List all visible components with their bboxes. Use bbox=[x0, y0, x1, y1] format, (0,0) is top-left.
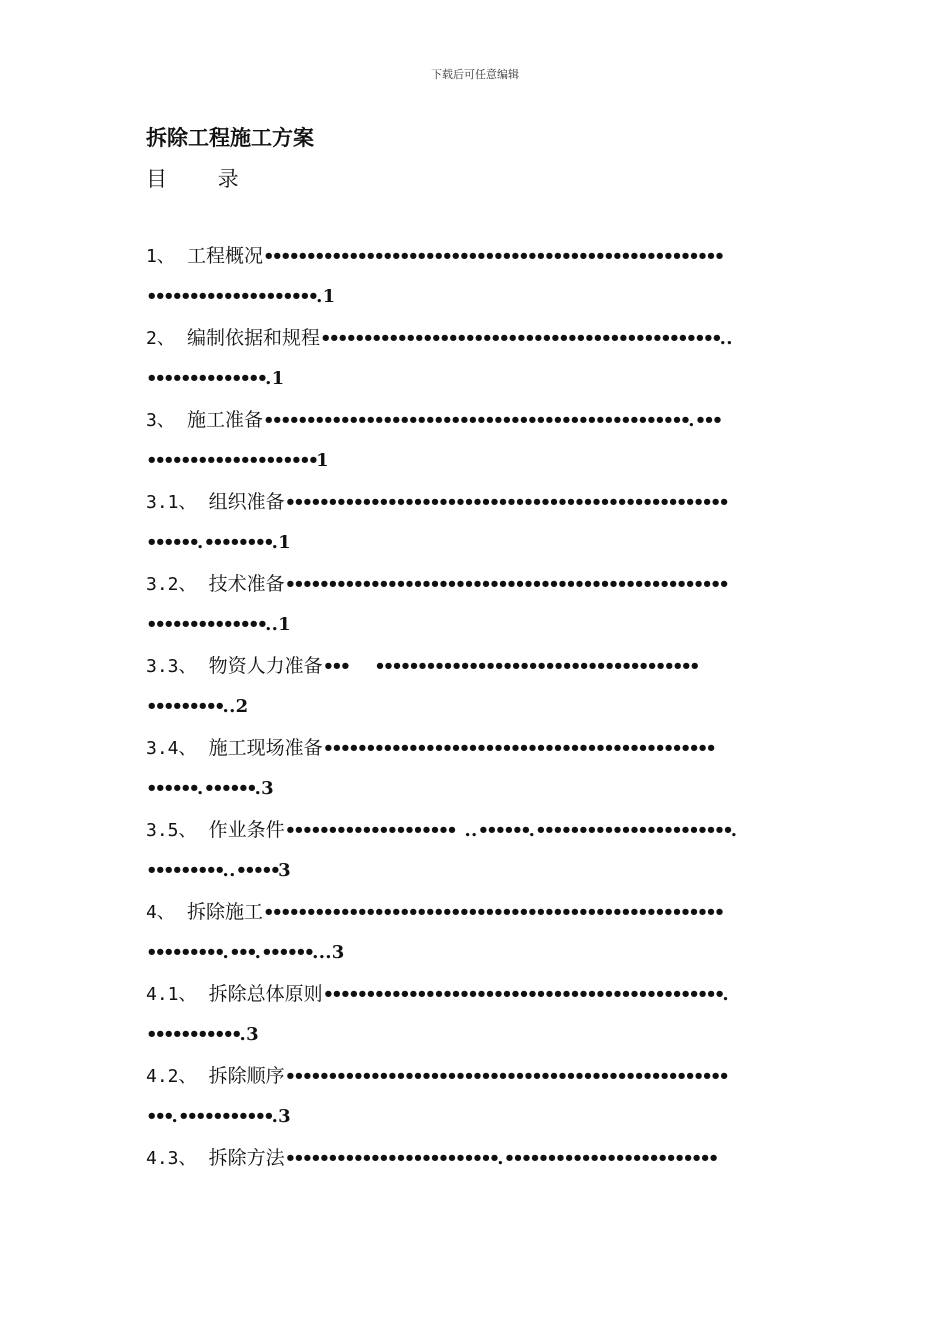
toc-entry[interactable] bbox=[146, 736, 816, 818]
toc-entry-page-line: ••••••. ••••••••. 1 bbox=[146, 532, 288, 553]
toc-entry-page-line: •••••••••. . 2 bbox=[146, 696, 246, 717]
toc-entry[interactable] bbox=[146, 408, 816, 490]
toc-entry-number: 3、 bbox=[146, 410, 175, 431]
toc-entry-label: 组织准备 bbox=[208, 491, 285, 513]
toc-leader-dots: •••••••••••••••••••••••••••••••••••••••••••••••••••• bbox=[284, 492, 727, 513]
toc-entry-line bbox=[146, 572, 812, 597]
toc-entry-number: 4.3、 bbox=[146, 1148, 197, 1169]
toc-entry-line bbox=[146, 408, 812, 433]
toc-leader-dots: •••••••••••••••••••••••••••••••••••••••••••••••. bbox=[322, 984, 726, 1005]
toc-leader-dots: •••••••••••••••••••••••••••••••••••••••••••••••. . bbox=[319, 328, 730, 349]
toc-entry-label: 拆除方法 bbox=[208, 1147, 285, 1169]
toc-leader-dots: •••••••••••••••••••••••••••••••••••••••••••••••••••• bbox=[284, 1066, 727, 1087]
toc-entry-page-line: ••••••••••••••. . 1 bbox=[146, 614, 288, 635]
toc-entry-page-line: •••••••••••. 3 bbox=[146, 1024, 256, 1045]
table-of-contents bbox=[146, 244, 816, 1228]
toc-entry-number: 3.3、 bbox=[146, 656, 197, 677]
toc-entry-number: 3.1、 bbox=[146, 492, 197, 513]
toc-entry-number: 4.1、 bbox=[146, 984, 197, 1005]
page-header: 下载后可任意编辑 bbox=[431, 68, 519, 81]
toc-entry-line bbox=[146, 244, 812, 269]
toc-leader-dots: •••••••••••••••••••••••••••••••••••••••••••••••••••••• bbox=[262, 246, 723, 267]
toc-entry-number: 3.5、 bbox=[146, 820, 197, 841]
toc-entry-page-line: ••••••••••••••. 1 bbox=[146, 368, 282, 389]
toc-entry-label: 作业条件 bbox=[208, 819, 285, 841]
toc-entry-line bbox=[146, 982, 812, 1007]
toc-leader-dots: ••• •••••••••••••••••••••••••••••••••••••• bbox=[322, 656, 698, 677]
toc-entry-page-line: ••••••••••••••••••••. 1 bbox=[146, 286, 333, 307]
toc-entry-label: 施工准备 bbox=[186, 409, 263, 431]
toc-entry-label: 拆除施工 bbox=[186, 901, 263, 923]
toc-entry[interactable] bbox=[146, 982, 816, 1064]
toc-entry-line bbox=[146, 654, 812, 679]
toc-entry[interactable] bbox=[146, 326, 816, 408]
toc-entry-label: 编制依据和规程 bbox=[186, 327, 320, 349]
toc-entry-number: 4.2、 bbox=[146, 1066, 197, 1087]
toc-entry-line bbox=[146, 900, 812, 925]
toc-entry-line bbox=[146, 1146, 812, 1171]
toc-entry-label: 工程概况 bbox=[186, 245, 263, 267]
toc-entry-line bbox=[146, 736, 812, 761]
toc-entry-page-line: •••••••••. . •••••3 bbox=[146, 860, 288, 881]
toc-entry[interactable] bbox=[146, 244, 816, 326]
toc-entry[interactable] bbox=[146, 1064, 816, 1146]
toc-entry-number: 4、 bbox=[146, 902, 175, 923]
toc-entry[interactable] bbox=[146, 490, 816, 572]
toc-entry-label: 拆除总体原则 bbox=[208, 983, 323, 1005]
toc-leader-dots: •••••••••••••••••••••••••••••••••••••••••••••••••••••• bbox=[262, 902, 723, 923]
toc-entry-line bbox=[146, 818, 812, 843]
toc-entry[interactable] bbox=[146, 654, 816, 736]
toc-entry-label: 拆除顺序 bbox=[208, 1065, 285, 1087]
toc-entry-line bbox=[146, 490, 812, 515]
toc-entry-page-line: ••••••. ••••••. 3 bbox=[146, 778, 271, 799]
toc-entry-label: 技术准备 bbox=[208, 573, 285, 595]
toc-entry-number: 3.4、 bbox=[146, 738, 197, 759]
toc-entry[interactable] bbox=[146, 1146, 816, 1228]
toc-entry-number: 2、 bbox=[146, 328, 175, 349]
toc-entry[interactable] bbox=[146, 900, 816, 982]
toc-entry-label: 物资人力准备 bbox=[208, 655, 323, 677]
toc-entry-number: 3.2、 bbox=[146, 574, 197, 595]
toc-leader-dots: •••••••••••••••••••••••••. ••••••••••••••••••••••••• bbox=[284, 1148, 717, 1169]
toc-entry-line bbox=[146, 326, 812, 351]
toc-entry-page-line: •••. •••••••••••. 3 bbox=[146, 1106, 288, 1127]
toc-entry-page-line: •••••••••. •••. ••••••. . . 3 bbox=[146, 942, 342, 963]
toc-heading: 目 录 bbox=[146, 167, 261, 191]
toc-entry-page-line: ••••••••••••••••••••1 bbox=[146, 450, 326, 471]
toc-leader-dots: •••••••••••••••••••••••••••••••••••••••••••••••••••• bbox=[284, 574, 727, 595]
toc-entry-label: 施工现场准备 bbox=[208, 737, 323, 759]
toc-leader-dots: ••••••••••••••••••••••••••••••••••••••••••••••••••. ••• bbox=[262, 410, 721, 431]
toc-entry-number: 1、 bbox=[146, 246, 175, 267]
toc-entry[interactable] bbox=[146, 818, 816, 900]
toc-entry-line bbox=[146, 1064, 812, 1089]
toc-entry[interactable] bbox=[146, 572, 816, 654]
toc-leader-dots: •••••••••••••••••••••••••••••••••••••••••••••• bbox=[322, 738, 714, 759]
toc-leader-dots: •••••••••••••••••••• . . ••••••. •••••••••••••••••••••••. bbox=[284, 820, 735, 841]
document-title: 拆除工程施工方案 bbox=[146, 126, 314, 150]
